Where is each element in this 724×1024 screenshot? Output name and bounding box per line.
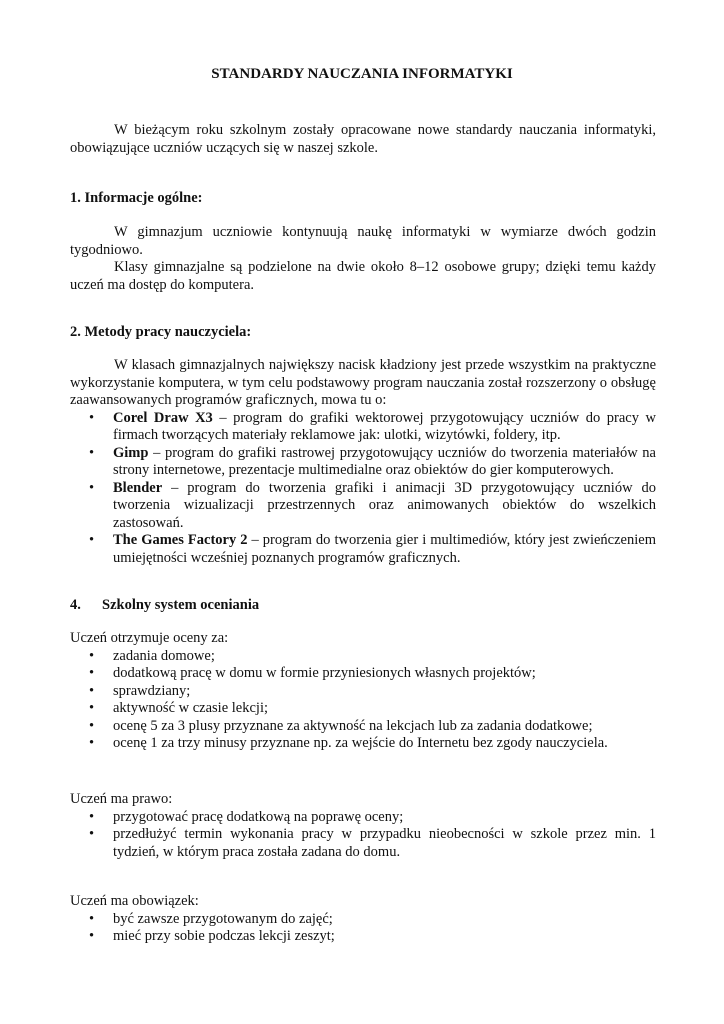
- list-item-text: ocenę 1 za trzy minusy przyznane np. za wejście do Internetu bez zgody nauczyciela.: [113, 735, 608, 751]
- section-2: [70, 324, 656, 342]
- list-item-text: być zawsze przygotowanym do zajęć;: [113, 910, 333, 927]
- list-item: [70, 410, 656, 445]
- duties-block: [70, 893, 656, 946]
- bullet-icon: •: [89, 665, 95, 681]
- list-item-text: przygotować pracę dodatkową na poprawę oceny;: [113, 808, 404, 825]
- rights-intro: Uczeń ma prawo:: [70, 791, 173, 807]
- program-name: Gimp: [113, 444, 149, 461]
- section-2-heading: 2. Metody pracy nauczyciela:: [70, 324, 252, 340]
- bullet-icon: •: [89, 409, 95, 426]
- bullet-icon: •: [89, 717, 95, 734]
- rights-block: [70, 791, 656, 861]
- list-item: [70, 532, 656, 567]
- section-4-heading: [70, 597, 656, 615]
- list-item: [70, 648, 656, 666]
- section-4-number: 4.: [70, 597, 81, 613]
- list-item: [70, 683, 656, 701]
- list-item-text: zadania domowe;: [113, 647, 215, 664]
- list-item: [70, 826, 656, 861]
- program-name: The Games Factory 2: [113, 532, 248, 548]
- intro-paragraph: W bieżącym roku szkolnym zostały opracowane nowe standardy nauczania informatyki, obowiązujące uczniów uczących się w naszej szkole.: [70, 122, 656, 156]
- duties-list: [70, 911, 656, 946]
- list-item-text: ocenę 5 za 3 plusy przyznane za aktywność na lekcjach lub za zadania dodatkowe;: [113, 717, 593, 734]
- section-1: [70, 190, 656, 208]
- program-name: Blender: [113, 479, 163, 496]
- programs-list: [70, 410, 656, 568]
- grades-block: [70, 630, 656, 753]
- bullet-icon: •: [89, 910, 95, 927]
- grades-intro: Uczeń otrzymuje oceny za:: [70, 630, 229, 646]
- bullet-icon: •: [89, 700, 95, 716]
- section-1-paragraph-2: Klasy gimnazjalne są podzielone na dwie około 8–12 osobowe grupy; dzięki temu każdy uczeń ma dostęp do komputera.: [70, 259, 656, 293]
- document-title: STANDARDY NAUCZANIA INFORMATYKI: [211, 66, 513, 82]
- section-4-title: Szkolny system oceniania: [102, 597, 260, 613]
- program-description: – program do tworzenia gier i multimediów, który jest zwieńczeniem umiejętności wcześniej poznanych programów graficznych.: [113, 532, 656, 566]
- rights-list: [70, 809, 656, 862]
- program-description: – program do tworzenia grafiki i animacji 3D przygotowujący uczniów do tworzenia wizualizacji przestrzennych oraz animowanych obiektów do wszelkich zastosowań.: [113, 479, 656, 531]
- list-item: [70, 700, 656, 718]
- list-item: [70, 445, 656, 480]
- list-item: [70, 928, 656, 946]
- section-2-paragraph: W klasach gimnazjalnych największy nacisk kładziony jest przede wszystkim na praktyczne wykorzystanie komputera, w tym celu podstawowy program nauczania został rozszerzony o obsługę zaawansowanych programów graficznych, mowa tu o:: [70, 357, 656, 408]
- bullet-icon: •: [89, 479, 95, 496]
- list-item: [70, 665, 656, 683]
- list-item-text: aktywność w czasie lekcji;: [113, 700, 269, 716]
- program-description: – program do grafiki wektorowej przygotowujący uczniów do pracy w firmach tworzących materiały reklamowe jak: ulotki, wizytówki, foldery, itp.: [113, 409, 656, 443]
- bullet-icon: •: [89, 826, 95, 842]
- grades-list: [70, 648, 656, 753]
- program-name: Corel Draw X3: [113, 409, 213, 426]
- bullet-icon: •: [89, 682, 95, 699]
- bullet-icon: •: [89, 647, 95, 664]
- section-1-heading: 1. Informacje ogólne:: [70, 190, 203, 206]
- bullet-icon: •: [89, 928, 95, 944]
- list-item-text: dodatkową pracę w domu w formie przyniesionych własnych projektów;: [113, 665, 536, 681]
- bullet-icon: •: [89, 808, 95, 825]
- section-1-paragraph-1: W gimnazjum uczniowie kontynuują naukę informatyki w wymiarze dwóch godzin tygodniowo.: [70, 224, 656, 258]
- list-item: [70, 480, 656, 533]
- section-4: [70, 597, 656, 615]
- section-2-body: [70, 357, 656, 567]
- bullet-icon: •: [89, 444, 95, 461]
- section-1-body: [70, 224, 656, 294]
- list-item-text: sprawdziany;: [113, 682, 191, 699]
- list-item: [70, 809, 656, 827]
- intro-block: [70, 122, 656, 157]
- bullet-icon: •: [89, 735, 95, 751]
- list-item: [70, 911, 656, 929]
- list-item-text: przedłużyć termin wykonania pracy w przypadku nieobecności w szkole przez min. 1 tydzień, w którym praca została zadana do domu.: [113, 826, 656, 860]
- duties-intro: Uczeń ma obowiązek:: [70, 893, 199, 909]
- list-item: [70, 735, 656, 753]
- program-description: – program do grafiki rastrowej przygotowujący uczniów do tworzenia materiałów na strony internetowe, prezentacje multimedialne oraz obiektów do gier komputerowych.: [113, 444, 656, 478]
- list-item: [70, 718, 656, 736]
- bullet-icon: •: [89, 532, 95, 548]
- list-item-text: mieć przy sobie podczas lekcji zeszyt;: [113, 928, 335, 944]
